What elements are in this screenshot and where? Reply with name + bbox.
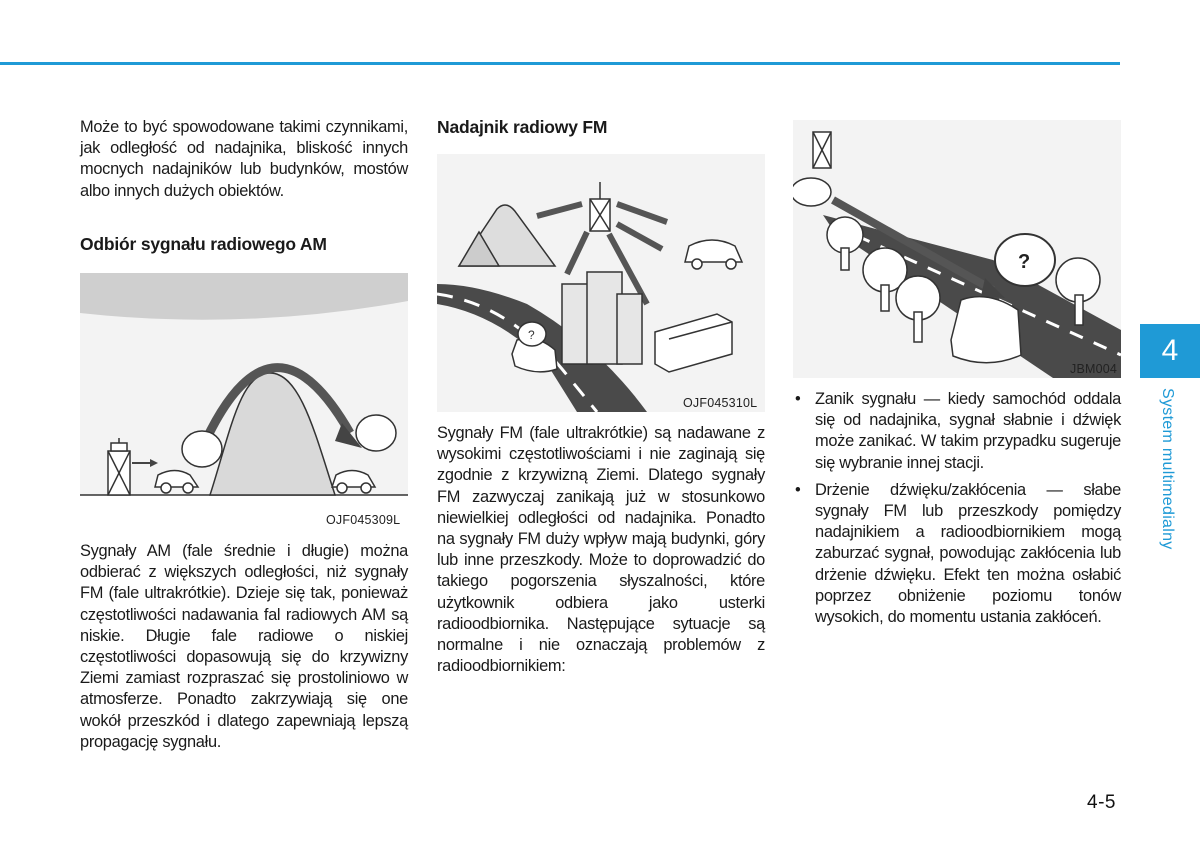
column-right: [793, 389, 1121, 634]
am-figure: [80, 273, 408, 529]
column-middle: [437, 117, 765, 138]
page-number: 4-5: [1087, 792, 1116, 813]
fm-body-paragraph: Sygnały FM (fale ultrakrótkie) są nadawane z wysokimi częstotliwościami i nie zaginają się zgodnie z krzywizną Ziemi. Dlatego sygnały FM zazwyczaj zanikają już w stosunkowo niewielkiej odległości od nadajnika. Ponadto na sygnały FM duży wpływ mają budynki, góry lub inne przeszkody. Może to doprowadzić do takiego pogorszenia słyszalności, które użytkownik odbiera jako usterki radioodbiornika. Następujące sytuacje są normalne i nie oznaczają problemów z radioodbiornikiem:: [437, 424, 765, 676]
bullet-text: Drżenie dźwięku/zakłócenia — słabe sygnały FM lub przeszkody pomiędzy nadajnikiem a radioodbiornikiem mogą zaburzać sygnał, powodując zakłócenia lub drżenie dźwięku. Efekt ten można osłabić poprzez obniżenie poziomu tonów wysokich, do momentu ustania zakłóceń.: [815, 480, 1121, 627]
signal-loss-illustration: [793, 120, 1121, 378]
am-figure-caption: OJF045309L: [326, 513, 401, 527]
fm-figure: [437, 154, 765, 412]
am-body-block: [80, 541, 408, 753]
intro-paragraph: Może to być spowodowane takimi czynnikami, jak odległość od nadajnika, bliskość innych mocnych nadajników lub budynków, mostów albo innych dużych obiektów.: [80, 118, 408, 200]
bullet-marker: •: [795, 480, 801, 499]
fm-illustration: [437, 154, 765, 412]
column-left: [80, 117, 408, 255]
fm-body-block: [437, 423, 765, 677]
bullet-list: [793, 389, 1121, 628]
chapter-title: System multimedialny: [1159, 388, 1176, 550]
fm-figure-caption: OJF045310L: [683, 396, 758, 410]
fm-heading: Nadajnik radiowy FM: [437, 117, 608, 137]
bullet-item: [793, 389, 1121, 474]
chapter-number-tab: 4: [1140, 324, 1200, 378]
fm-question-mark: ?: [528, 328, 535, 342]
header-rule: [0, 62, 1120, 65]
am-illustration: [80, 273, 408, 529]
bullet-item: [793, 480, 1121, 628]
signal-loss-caption: JBM004: [1070, 362, 1118, 376]
am-heading: Odbiór sygnału radiowego AM: [80, 233, 327, 254]
signal-loss-figure: [793, 120, 1121, 378]
bullet-text: Zanik sygnału — kiedy samochód oddala się od nadajnika, sygnał słabnie i dźwięk może zanikać. W takim przypadku sugeruje się wybranie innej stacji.: [815, 390, 1121, 472]
bullet-marker: •: [795, 390, 801, 408]
am-body-paragraph: Sygnały AM (fale średnie i długie) można odbierać z większych odległości, niż sygnały FM (fale ultrakrótkie). Dzieje się tak, ponieważ częstotliwości nadawania fal radiowych AM są niskie. Długie fale radiowe o niskiej częstotliwości dopasowują się do krzywizny Ziemi zamiast rozpraszać się prostoliniowo w atmosferze. Ponadto zakrzywiają się one wokół przeszkód i dlatego zapewniają lepszą propagację sygnału.: [80, 542, 408, 751]
question-mark: ?: [1018, 251, 1031, 273]
